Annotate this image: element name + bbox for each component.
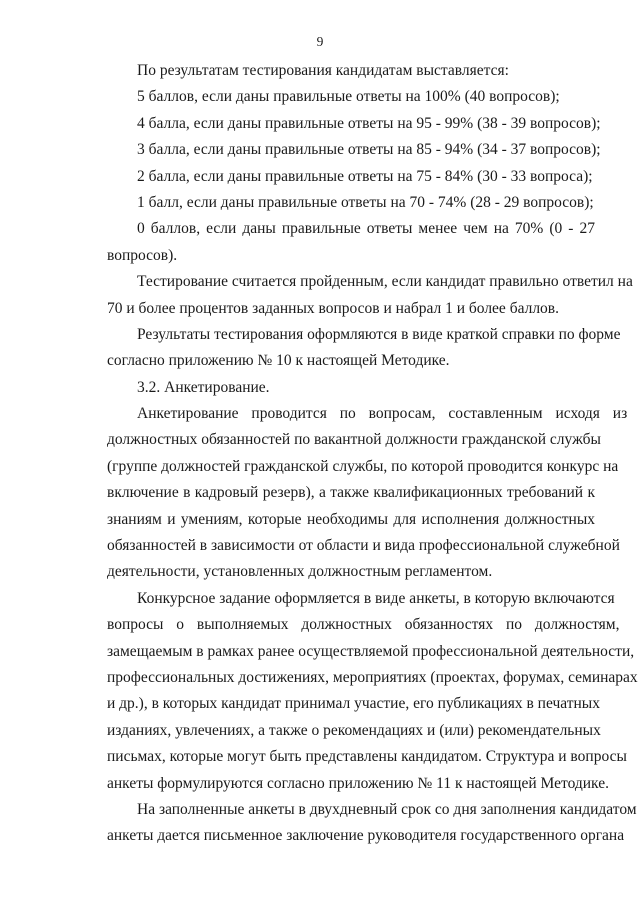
- text-line: 5 баллов, если даны правильные ответы на 100% (40 вопросов);: [137, 88, 560, 106]
- text-line: анкеты формулируются согласно приложению № 11 к настоящей Методике.: [107, 774, 609, 792]
- text-line: и др.), в которых кандидат принимал участие, его публикациях в печатных: [107, 695, 600, 713]
- paragraph-questionnaire-basis: [77, 401, 628, 586]
- paragraph-score-1: [77, 190, 595, 216]
- text-line: На заполненные анкеты в двухдневный срок со дня заполнения кандидатом: [137, 800, 637, 818]
- paragraph-scoring-intro: [77, 58, 595, 84]
- text-line: согласно приложению № 10 к настоящей Методике.: [107, 352, 450, 370]
- body-text: [77, 58, 638, 850]
- text-line: Анкетирование проводится по вопросам, составленным исходя из: [137, 405, 628, 423]
- paragraph-questionnaire-conclusion: [77, 797, 637, 850]
- text-line: 3.2. Анкетирование.: [137, 378, 270, 396]
- text-line: По результатам тестирования кандидатам выставляется:: [137, 62, 509, 79]
- text-line: замещаемым в рамках ранее осуществляемой профессиональной деятельности,: [107, 642, 635, 660]
- text-line: изданиях, увлечениях, а также о рекомендациях и (или) рекомендательных: [107, 721, 601, 739]
- paragraph-test-passed: [77, 269, 633, 322]
- text-line: вопросы о выполняемых должностных обязанностях по должностям,: [107, 616, 620, 634]
- paragraph-score-4: [77, 111, 601, 137]
- paragraph-test-results: [77, 322, 621, 375]
- text-line: включение в кадровый резерв), а также квалификационных требований к: [107, 484, 595, 502]
- text-line: 0 баллов, если даны правильные ответы менее чем на 70% (0 - 27: [137, 220, 595, 238]
- text-line: вопросов).: [107, 246, 178, 264]
- text-line: 3 балла, если даны правильные ответы на 85 - 94% (34 - 37 вопросов);: [137, 141, 601, 159]
- text-line: профессиональных достижениях, мероприятиях (проектах, форумах, семинарах: [107, 668, 638, 686]
- paragraph-questionnaire-form: [77, 586, 638, 797]
- page-number: 9: [316, 34, 324, 49]
- text-line: обязанностей в зависимости от области и вида профессиональной служебной: [107, 537, 620, 555]
- text-line: 2 балла, если даны правильные ответы на 75 - 84% (30 - 33 вопроса);: [137, 167, 593, 185]
- section-heading-questionnaire: [77, 375, 595, 401]
- paragraph-score-3: [77, 137, 601, 163]
- text-line: знаниям и умениям, которые необходимы для исполнения должностных: [107, 510, 595, 528]
- text-line: письмах, которые могут быть представлены кандидатом. Структура и вопросы: [107, 748, 627, 766]
- paragraph-score-2: [77, 164, 595, 190]
- text-line: анкеты дается письменное заключение руководителя государственного органа: [107, 827, 625, 845]
- text-line: деятельности, установленных должностным регламентом.: [107, 563, 493, 581]
- paragraph-score-5: [77, 84, 595, 110]
- text-line: должностных обязанностей по вакантной должности гражданской службы: [107, 431, 601, 449]
- text-line: 4 балла, если даны правильные ответы на 95 - 99% (38 - 39 вопросов);: [137, 114, 601, 132]
- text-line: 1 балл, если даны правильные ответы на 70 - 74% (28 - 29 вопросов);: [137, 193, 594, 211]
- text-line: (группе должностей гражданской службы, по которой проводится конкурс на: [107, 457, 619, 475]
- text-line: 70 и более процентов заданных вопросов и набрал 1 и более баллов.: [107, 299, 560, 317]
- text-line: Конкурсное задание оформляется в виде анкеты, в которую включаются: [137, 589, 615, 607]
- text-line: Результаты тестирования оформляются в виде краткой справки по форме: [137, 325, 621, 343]
- text-line: Тестирование считается пройденным, если кандидат правильно ответил на: [137, 273, 633, 291]
- paragraph-score-0: [77, 216, 595, 269]
